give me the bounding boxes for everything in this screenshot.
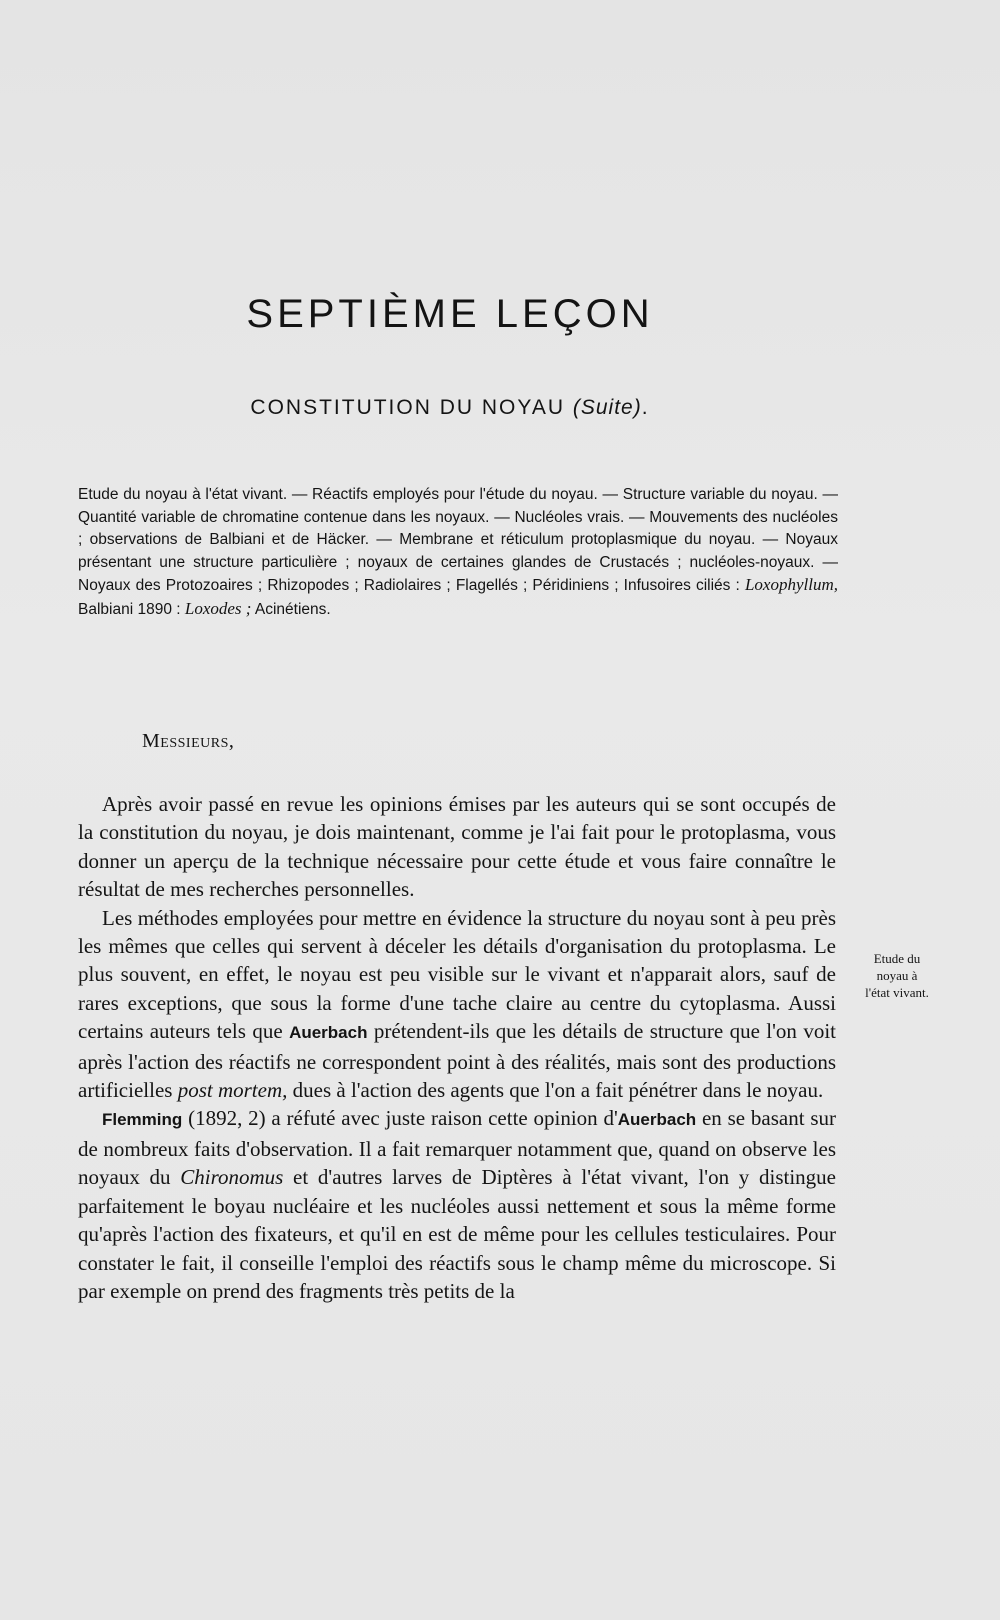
margin-note-line1: Etude du (873, 951, 921, 966)
author-flemming: Flemming (102, 1110, 183, 1130)
paragraph-2 (78, 904, 836, 1105)
subtitle-end: . (641, 396, 650, 419)
margin-note-line2: noyau à (876, 968, 918, 983)
paragraph-1: Après avoir passé en revue les opinions émises par les auteurs qui se sont occupés de la constitution du noyau, je dois maintenant, comme je l'ai fait pour le protoplasma, vous donner un aperçu de la technique nécessaire pour cette étude et vous faire connaître le résultat de mes recherches personnelles. (78, 792, 836, 902)
p2-text-b: prétendent-ils que les détails de structure que l'on voit après l'action des réactifs ne correspondent point à des réalités, mais sont des productions artificielles (78, 1019, 836, 1103)
salutation: Messieurs, (142, 730, 235, 752)
p3-text-b: en se basant sur de nombreux faits d'observation. Il a fait remarquer notamment que, quand on observe les noyaux du (78, 1106, 836, 1190)
author-auerbach-2: Auerbach (617, 1110, 697, 1130)
summary-loxodes: Loxodes ; (184, 598, 252, 618)
subtitle-main: CONSTITUTION DU NOYAU (250, 396, 566, 419)
margin-note (848, 950, 946, 1001)
summary-part2: Balbiani 1890 : (78, 600, 185, 618)
chapter-summary (78, 484, 838, 621)
summary-part3: Acinétiens. (251, 600, 331, 618)
subtitle-suite: (Suite) (572, 396, 642, 419)
body-text (78, 790, 836, 1305)
summary-part1: Etude du noyau à l'état vivant. — Réactifs employés pour l'étude du noyau. — Structure variable du noyau. — Quantité variable de chromatine contenue dans les noyaux. — Nucléoles vrais. — Mouvements des nucléoles ; observations de Balbiani et de Häcker. — Membrane et réticulum protoplasmique du noyau. — Noyaux présentant une structure particulière ; noyaux de certaines glandes de Crustacés ; nucléoles-noyaux. — Noyaux des Protozoaires ; Rhizopodes ; Radiolaires ; Flagellés ; Péridiniens ; Infusoires ciliés : (78, 486, 838, 594)
p3-text-c: et d'autres larves de Diptères à l'état vivant, l'on y distingue parfaitement le boyau nucléaire et les nucléoles aussi nettement et sous la même forme qu'après l'action des fixateurs, et qu'il en est de même pour les cellules testiculaires. Pour constater le fait, il conseille l'emploi des réactifs sous le champ même du microscope. Si par exemple on prend des fragments très petits de la (78, 1165, 836, 1303)
author-auerbach: Auerbach (289, 1023, 368, 1043)
term-post-mortem: post mortem, (177, 1078, 288, 1103)
p2-text-a: Les méthodes employées pour mettre en évidence la structure du noyau sont à peu près les mêmes que celles qui servent à déceler les détails d'organisation du protoplasma. Le plus souvent, en effet, le noyau est peu visible sur le vivant et n'apparait alors, sauf de rares exceptions, que sous la forme d'une tache claire au centre du cytoplasma. Aussi certains auteurs tels que (78, 905, 836, 1044)
summary-loxophyllum: Loxophyllum, (744, 575, 838, 594)
paragraph-3 (78, 1104, 836, 1305)
p3-text-a: (1892, 2) a réfuté avec juste raison cette opinion d' (182, 1106, 618, 1131)
lesson-subtitle (0, 396, 900, 420)
term-chironomus: Chironomus (180, 1165, 284, 1190)
lesson-title: SEPTIÈME LEÇON (246, 292, 654, 336)
margin-note-line3: l'état vivant. (865, 985, 929, 1000)
p2-text-c: dues à l'action des agents que l'on a fait pénétrer dans le noyau. (287, 1078, 824, 1103)
